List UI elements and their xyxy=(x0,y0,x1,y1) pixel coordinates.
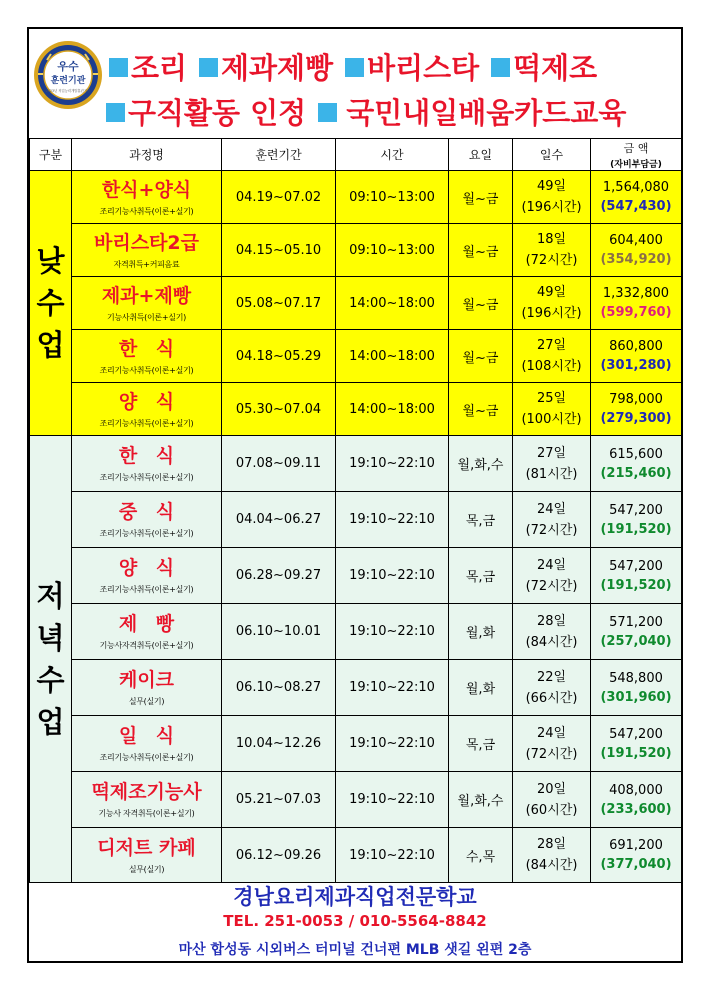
fee-total: 798,000 xyxy=(609,392,663,407)
course-name: 양 식 xyxy=(118,390,181,413)
header-item-cooking: 조리 xyxy=(131,51,188,85)
days-cell xyxy=(513,604,591,660)
table-header-row xyxy=(30,139,682,171)
course-name: 제 빵 xyxy=(118,613,181,635)
header-line-1 xyxy=(109,46,597,87)
period-cell: 10.04~12.26 xyxy=(222,716,336,772)
course-cell xyxy=(72,330,222,383)
fee-self-pay: (301,960) xyxy=(600,689,672,705)
header-item-jobsearch: 구직활동 인정 xyxy=(128,96,307,130)
seal-main: 훈련기관 xyxy=(50,76,86,86)
time-cell: 19:10~22:10 xyxy=(336,772,449,828)
course-name: 한 식 xyxy=(118,337,181,360)
course-name: 한식+양식 xyxy=(101,178,192,201)
course-name: 케이크 xyxy=(118,669,175,691)
table-row xyxy=(30,492,682,548)
hours-count: (72시간) xyxy=(525,253,578,268)
weekday-cell: 월~금 xyxy=(449,330,513,383)
fee-total: 691,200 xyxy=(609,838,663,853)
weekday-cell: 월,화,수 xyxy=(449,436,513,492)
school-address: 마산 합성동 시외버스 터미널 건너편 MLB 샛길 왼편 2층 xyxy=(178,942,532,958)
weekday-cell: 월~금 xyxy=(449,277,513,330)
days-cell xyxy=(513,548,591,604)
fee-cell xyxy=(591,277,682,330)
fee-cell xyxy=(591,492,682,548)
fee-total: 548,800 xyxy=(609,670,663,686)
days-cell xyxy=(513,171,591,224)
header-item-ricecake: 떡제조 xyxy=(513,51,598,85)
hours-count: (196시간) xyxy=(521,200,582,215)
course-note: 조리기능사취득(이론+실기) xyxy=(99,529,194,538)
days-cell xyxy=(513,660,591,716)
time-cell: 09:10~13:00 xyxy=(336,171,449,224)
fee-total: 604,400 xyxy=(609,233,663,248)
course-name: 바리스타2급 xyxy=(94,231,199,254)
group-char: 수 xyxy=(36,663,65,697)
square-bullet-icon xyxy=(109,58,128,77)
col-weekday: 요일 xyxy=(449,139,513,171)
hours-count: (81시간) xyxy=(525,466,578,482)
col-group: 구분 xyxy=(30,139,72,171)
weekday-cell: 월~금 xyxy=(449,383,513,436)
group-char: 업 xyxy=(36,705,65,739)
course-note: 실무(실기) xyxy=(128,697,165,706)
fee-self-pay: (257,040) xyxy=(600,633,672,649)
course-cell xyxy=(72,604,222,660)
table-row xyxy=(30,436,682,492)
fee-cell xyxy=(591,436,682,492)
fee-total: 547,200 xyxy=(609,558,663,574)
group-char: 저 xyxy=(36,579,65,613)
fee-self-pay: (191,520) xyxy=(600,577,672,593)
hours-count: (108시간) xyxy=(521,359,582,374)
table-row xyxy=(30,383,682,436)
square-bullet-icon xyxy=(199,58,218,77)
fee-self-pay: (354,920) xyxy=(600,252,672,267)
weekday-cell: 월,화 xyxy=(449,660,513,716)
hours-count: (84시간) xyxy=(525,634,578,650)
fee-cell xyxy=(591,604,682,660)
course-name: 디저트 카페 xyxy=(97,836,196,859)
school-name: 경남요리제과직업전문학교 xyxy=(233,885,477,909)
days-cell xyxy=(513,224,591,277)
table-row xyxy=(30,277,682,330)
course-cell xyxy=(72,383,222,436)
flyer-header xyxy=(29,29,681,139)
group-char: 업 xyxy=(36,328,65,362)
days-cell xyxy=(513,383,591,436)
course-name: 일 식 xyxy=(118,725,181,747)
hours-count: (196시간) xyxy=(521,306,582,321)
period-cell: 04.19~07.02 xyxy=(222,171,336,224)
fee-cell xyxy=(591,660,682,716)
days-count: 49일 xyxy=(536,179,567,194)
seal-top: 우수 xyxy=(57,60,79,73)
table-body xyxy=(30,171,682,883)
col-fee-sub: (자비부담금) xyxy=(610,160,662,170)
header-line-2 xyxy=(106,91,626,132)
hours-count: (84시간) xyxy=(525,858,578,873)
days-count: 18일 xyxy=(536,232,567,247)
time-cell: 09:10~13:00 xyxy=(336,224,449,277)
fee-self-pay: (191,520) xyxy=(600,521,672,537)
course-note: 조리기능사취득(이론+실기) xyxy=(99,473,194,482)
fee-cell xyxy=(591,548,682,604)
fee-total: 1,564,080 xyxy=(602,180,670,195)
course-cell xyxy=(72,548,222,604)
fee-self-pay: (301,280) xyxy=(600,358,672,373)
weekday-cell: 월~금 xyxy=(449,224,513,277)
period-cell: 04.18~05.29 xyxy=(222,330,336,383)
course-note: 조리기능사취득(이론+실기) xyxy=(99,753,194,762)
period-cell: 06.28~09.27 xyxy=(222,548,336,604)
hours-count: (72시간) xyxy=(525,578,578,594)
fee-total: 1,332,800 xyxy=(602,286,670,301)
hours-count: (72시간) xyxy=(525,746,578,762)
square-bullet-icon xyxy=(106,103,125,122)
days-count: 24일 xyxy=(536,725,567,741)
hours-count: (100시간) xyxy=(521,412,582,427)
fee-total: 860,800 xyxy=(609,339,663,354)
fee-cell xyxy=(591,772,682,828)
hours-count: (60시간) xyxy=(525,802,578,818)
fee-total: 615,600 xyxy=(609,446,663,462)
col-course: 과정명 xyxy=(72,139,222,171)
fee-cell xyxy=(591,224,682,277)
course-name: 제과+제빵 xyxy=(101,284,192,307)
time-cell: 19:10~22:10 xyxy=(336,716,449,772)
group-label-night xyxy=(30,436,72,883)
course-note: 조리기능사취득(이론+실기) xyxy=(99,585,194,594)
course-note: 조리기능사취득(이론+실기) xyxy=(99,418,194,428)
flyer-frame xyxy=(27,27,683,963)
days-cell xyxy=(513,772,591,828)
period-cell: 06.10~08.27 xyxy=(222,660,336,716)
days-cell xyxy=(513,492,591,548)
table-row xyxy=(30,604,682,660)
weekday-cell: 월~금 xyxy=(449,171,513,224)
hours-count: (66시간) xyxy=(525,690,578,706)
col-fee xyxy=(591,139,682,171)
fee-total: 408,000 xyxy=(609,782,663,798)
header-item-barista: 바리스타 xyxy=(367,51,480,85)
period-cell: 04.04~06.27 xyxy=(222,492,336,548)
days-cell xyxy=(513,277,591,330)
course-note: 자격취득+커피음료 xyxy=(113,259,180,269)
time-cell: 19:10~22:10 xyxy=(336,436,449,492)
header-item-card: 국민내일배움카드교육 xyxy=(346,96,627,130)
period-cell: 05.08~07.17 xyxy=(222,277,336,330)
period-cell: 05.21~07.03 xyxy=(222,772,336,828)
fee-cell xyxy=(591,171,682,224)
time-cell: 19:10~22:10 xyxy=(336,604,449,660)
period-cell: 05.30~07.04 xyxy=(222,383,336,436)
fee-cell xyxy=(591,383,682,436)
period-cell: 04.15~05.10 xyxy=(222,224,336,277)
days-count: 28일 xyxy=(536,837,567,852)
col-fee-top: 금 액 xyxy=(623,142,649,155)
fee-cell xyxy=(591,716,682,772)
period-cell: 07.08~09.11 xyxy=(222,436,336,492)
square-bullet-icon xyxy=(345,58,364,77)
fee-self-pay: (279,300) xyxy=(600,411,672,426)
table-row xyxy=(30,772,682,828)
table-row xyxy=(30,224,682,277)
fee-cell xyxy=(591,330,682,383)
header-item-bakery: 제과제빵 xyxy=(221,51,334,85)
course-cell xyxy=(72,716,222,772)
weekday-cell: 목,금 xyxy=(449,716,513,772)
table-row xyxy=(30,171,682,224)
table-row xyxy=(30,330,682,383)
weekday-cell: 월,화,수 xyxy=(449,772,513,828)
fee-self-pay: (233,600) xyxy=(600,801,672,817)
fee-self-pay: (191,520) xyxy=(600,745,672,761)
excellence-seal-icon xyxy=(33,40,103,110)
weekday-cell: 수,목 xyxy=(449,828,513,883)
days-cell xyxy=(513,330,591,383)
days-count: 28일 xyxy=(536,613,567,629)
days-cell xyxy=(513,436,591,492)
days-count: 20일 xyxy=(536,781,567,797)
weekday-cell: 목,금 xyxy=(449,492,513,548)
course-name: 중 식 xyxy=(118,501,181,523)
days-count: 24일 xyxy=(536,501,567,517)
course-cell xyxy=(72,436,222,492)
course-name: 한 식 xyxy=(118,445,181,467)
school-footer xyxy=(29,875,681,961)
course-note: 기능사 자격취득(이론+실기) xyxy=(98,809,195,818)
fee-self-pay: (215,460) xyxy=(600,465,672,481)
phone-number: TEL. 251-0053 / 010-5564-8842 xyxy=(223,912,487,930)
course-cell xyxy=(72,660,222,716)
days-count: 25일 xyxy=(536,391,567,406)
fee-self-pay: (547,430) xyxy=(600,199,672,214)
time-cell: 19:10~22:10 xyxy=(336,548,449,604)
time-cell: 19:10~22:10 xyxy=(336,660,449,716)
col-time: 시간 xyxy=(336,139,449,171)
fee-self-pay: (599,760) xyxy=(600,305,672,320)
hours-count: (72시간) xyxy=(525,522,578,538)
group-label-day xyxy=(30,171,72,436)
fee-total: 547,200 xyxy=(609,502,663,518)
weekday-cell: 월,화 xyxy=(449,604,513,660)
days-count: 24일 xyxy=(536,557,567,573)
col-period: 훈련기간 xyxy=(222,139,336,171)
course-note: 실무(실기) xyxy=(128,864,165,874)
square-bullet-icon xyxy=(491,58,510,77)
course-schedule-table xyxy=(29,138,682,883)
course-name: 떡제조기능사 xyxy=(91,781,202,803)
table-row xyxy=(30,548,682,604)
seal-small: 2023년 직업능력개발훈련기관 xyxy=(45,89,91,93)
course-cell xyxy=(72,277,222,330)
course-cell xyxy=(72,171,222,224)
table-row xyxy=(30,660,682,716)
course-cell xyxy=(72,772,222,828)
table-row xyxy=(30,716,682,772)
fee-self-pay: (377,040) xyxy=(600,857,672,872)
group-char: 낮 xyxy=(36,244,65,278)
group-char: 수 xyxy=(36,286,65,320)
fee-total: 547,200 xyxy=(609,726,663,742)
course-cell xyxy=(72,492,222,548)
period-cell: 06.12~09.26 xyxy=(222,828,336,883)
course-note: 조리기능사취득(이론+실기) xyxy=(99,365,194,375)
col-days: 일수 xyxy=(513,139,591,171)
course-name: 양 식 xyxy=(118,557,181,579)
days-count: 27일 xyxy=(536,338,567,353)
time-cell: 14:00~18:00 xyxy=(336,383,449,436)
time-cell: 19:10~22:10 xyxy=(336,828,449,883)
days-count: 27일 xyxy=(536,445,567,461)
course-note: 기능사취득(이론+실기) xyxy=(107,312,186,322)
time-cell: 14:00~18:00 xyxy=(336,277,449,330)
course-note: 기능사자격취득(이론+실기) xyxy=(99,641,194,650)
days-cell xyxy=(513,716,591,772)
course-cell xyxy=(72,224,222,277)
period-cell: 06.10~10.01 xyxy=(222,604,336,660)
time-cell: 19:10~22:10 xyxy=(336,492,449,548)
days-count: 22일 xyxy=(536,669,567,685)
fee-total: 571,200 xyxy=(609,614,663,630)
days-count: 49일 xyxy=(536,285,567,300)
time-cell: 14:00~18:00 xyxy=(336,330,449,383)
group-char: 녁 xyxy=(36,621,65,655)
weekday-cell: 목,금 xyxy=(449,548,513,604)
course-note: 조리기능사취득(이론+실기) xyxy=(99,206,194,216)
square-bullet-icon xyxy=(318,103,337,122)
